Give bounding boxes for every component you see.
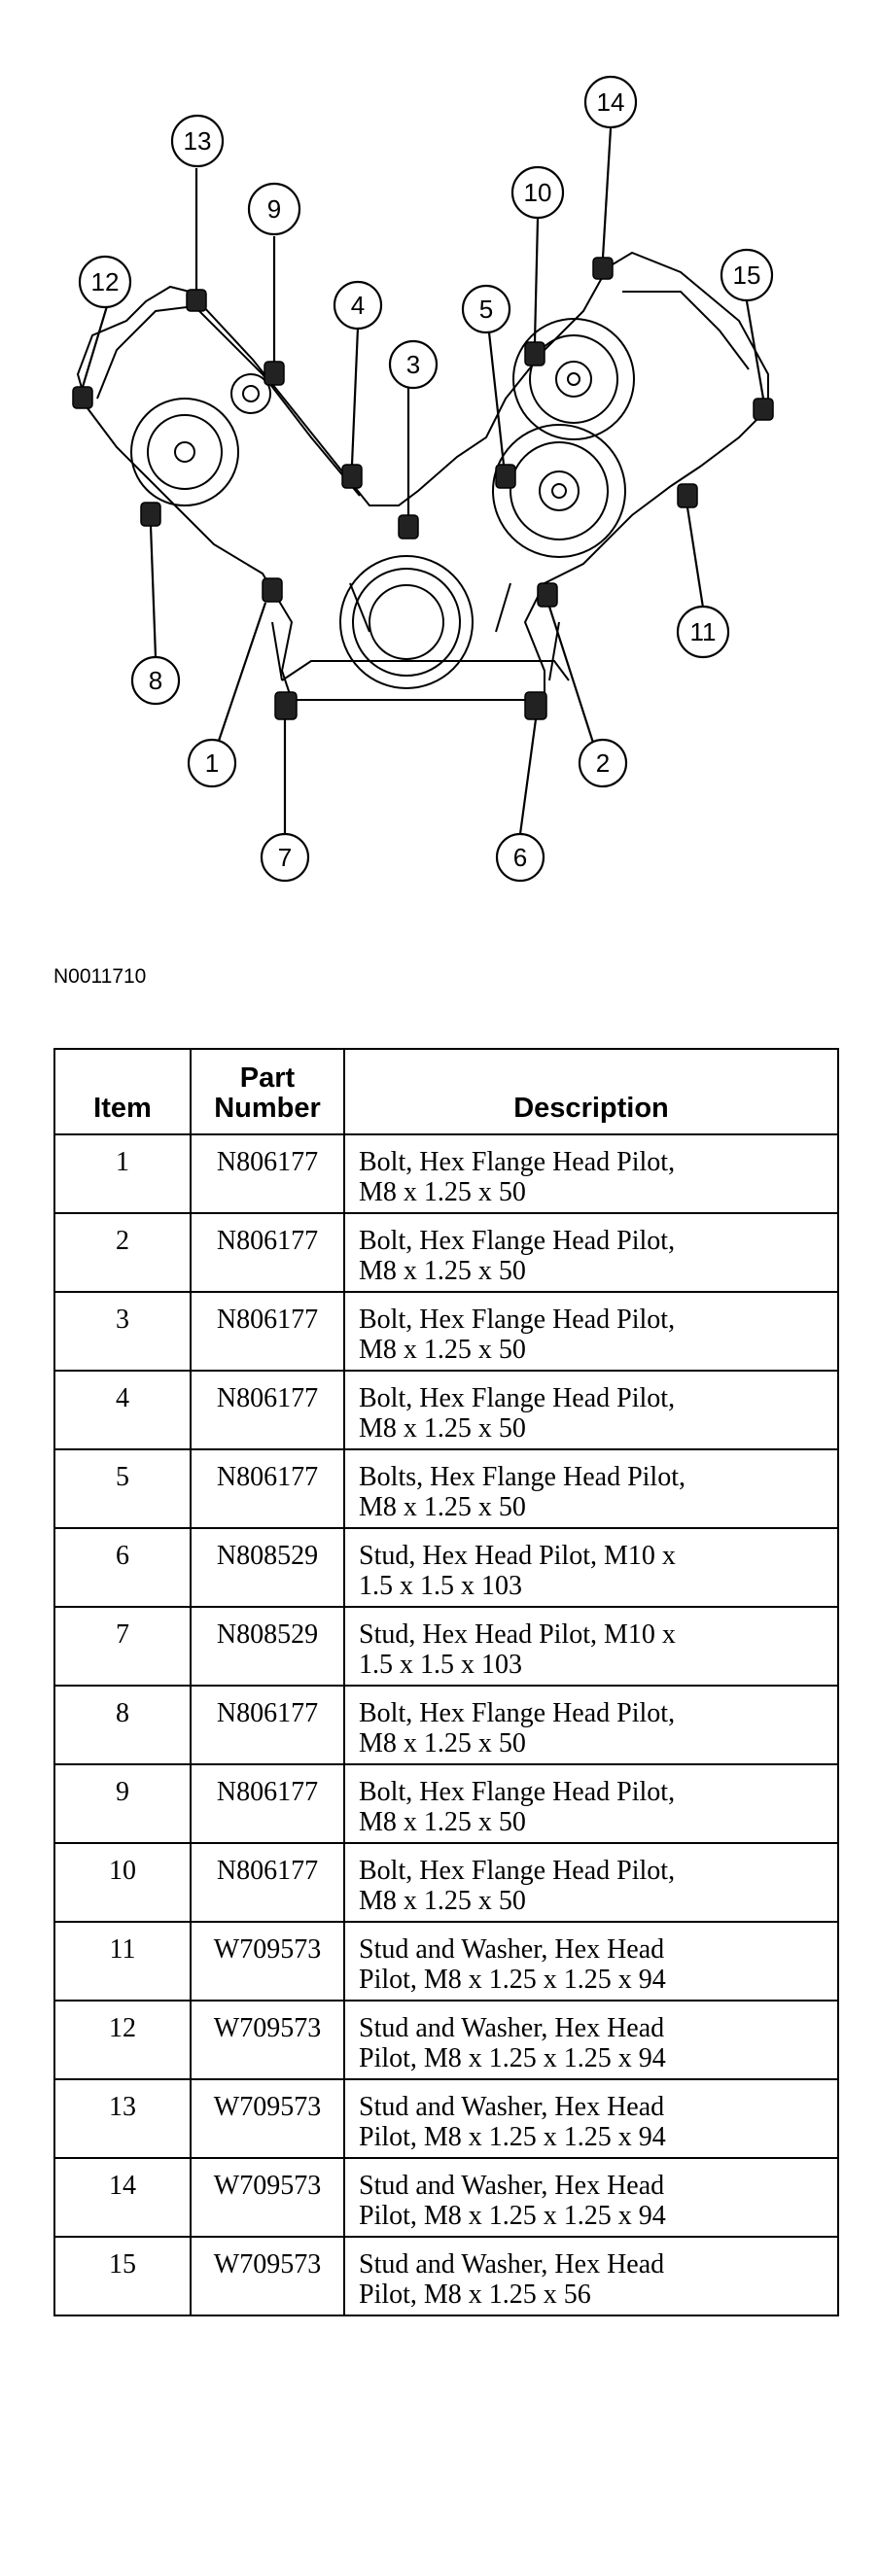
callout-12	[80, 257, 130, 307]
header-description: Description	[344, 1049, 838, 1134]
callout-13	[172, 116, 223, 166]
cell-description: Stud and Washer, Hex Head Pilot, M8 x 1.25 x 1.25 x 94	[344, 2158, 838, 2237]
cell-description: Stud and Washer, Hex Head Pilot, M8 x 1.25 x 1.25 x 94	[344, 2079, 838, 2158]
table-row	[54, 1686, 838, 1764]
lower-idler-pulley	[493, 425, 625, 557]
cell-description: Bolt, Hex Flange Head Pilot, M8 x 1.25 x 50	[344, 1764, 838, 1843]
header-item: Item	[54, 1049, 191, 1134]
svg-text:13: 13	[183, 126, 212, 156]
svg-text:2: 2	[595, 748, 611, 778]
svg-text:7: 7	[277, 843, 293, 872]
svg-text:1: 1	[204, 748, 220, 778]
cell-part-number: N806177	[191, 1449, 344, 1528]
header-part-number: Part Number	[191, 1049, 344, 1134]
table-row	[54, 1922, 838, 2001]
cell-item: 7	[54, 1607, 191, 1686]
cell-part-number: N806177	[191, 1213, 344, 1292]
cell-part-number: N808529	[191, 1607, 344, 1686]
cell-part-number: W709573	[191, 2237, 344, 2315]
cell-item: 5	[54, 1449, 191, 1528]
cell-item: 15	[54, 2237, 191, 2315]
cell-description: Stud, Hex Head Pilot, M10 x 1.5 x 1.5 x 103	[344, 1528, 838, 1607]
table-row	[54, 1292, 838, 1371]
table-row	[54, 1764, 838, 1843]
table-row	[54, 2001, 838, 2079]
table-header-row	[54, 1049, 838, 1134]
cell-part-number: W709573	[191, 1922, 344, 2001]
table-row	[54, 2079, 838, 2158]
svg-text:6: 6	[512, 843, 528, 872]
callout-6	[497, 834, 544, 881]
cell-item: 9	[54, 1764, 191, 1843]
svg-text:3: 3	[405, 350, 421, 379]
callout-4	[334, 282, 381, 329]
cell-description: Bolt, Hex Flange Head Pilot, M8 x 1.25 x 50	[344, 1843, 838, 1922]
cell-part-number: W709573	[191, 2001, 344, 2079]
leader-lines	[83, 128, 763, 834]
engine-front-cover-diagram	[0, 0, 879, 914]
cell-part-number: W709573	[191, 2079, 344, 2158]
figure-code: N0011710	[53, 965, 147, 988]
cell-item: 11	[54, 1922, 191, 2001]
cell-description: Stud and Washer, Hex Head Pilot, M8 x 1.25 x 1.25 x 94	[344, 1922, 838, 2001]
svg-text:11: 11	[689, 617, 717, 646]
table-row	[54, 1371, 838, 1449]
cell-item: 10	[54, 1843, 191, 1922]
svg-text:9: 9	[266, 194, 282, 224]
parts-table	[53, 1048, 839, 2316]
table-row	[54, 1213, 838, 1292]
table-row	[54, 2158, 838, 2237]
cell-part-number: N808529	[191, 1528, 344, 1607]
svg-text:4: 4	[350, 291, 366, 320]
table-row	[54, 2237, 838, 2315]
cell-description: Stud, Hex Head Pilot, M10 x 1.5 x 1.5 x 103	[344, 1607, 838, 1686]
callout-7	[262, 834, 308, 881]
svg-text:15: 15	[732, 261, 761, 290]
cell-description: Bolt, Hex Flange Head Pilot, M8 x 1.25 x 50	[344, 1686, 838, 1764]
cell-item: 4	[54, 1371, 191, 1449]
cell-item: 3	[54, 1292, 191, 1371]
crankshaft-seal-bore	[340, 556, 473, 688]
cell-description: Bolt, Hex Flange Head Pilot, M8 x 1.25 x 50	[344, 1292, 838, 1371]
cell-description: Stud and Washer, Hex Head Pilot, M8 x 1.25 x 56	[344, 2237, 838, 2315]
callout-14	[585, 77, 636, 127]
callout-2	[580, 740, 626, 786]
table-row	[54, 1607, 838, 1686]
table-row	[54, 1843, 838, 1922]
svg-text:12: 12	[90, 267, 120, 296]
cell-description: Bolts, Hex Flange Head Pilot, M8 x 1.25 x 50	[344, 1449, 838, 1528]
callout-3	[390, 341, 437, 388]
cell-item: 13	[54, 2079, 191, 2158]
cell-part-number: N806177	[191, 1134, 344, 1213]
cell-item: 14	[54, 2158, 191, 2237]
callout-5	[463, 286, 510, 332]
cell-description: Bolt, Hex Flange Head Pilot, M8 x 1.25 x 50	[344, 1134, 838, 1213]
cell-part-number: N806177	[191, 1292, 344, 1371]
upper-idler-pulley	[513, 319, 634, 439]
table-row	[54, 1134, 838, 1213]
cell-item: 8	[54, 1686, 191, 1764]
callout-15	[721, 250, 772, 300]
svg-text:5: 5	[478, 295, 494, 324]
svg-text:10: 10	[523, 178, 552, 207]
cell-part-number: N806177	[191, 1843, 344, 1922]
cell-part-number: N806177	[191, 1686, 344, 1764]
table-row	[54, 1528, 838, 1607]
cell-part-number: N806177	[191, 1371, 344, 1449]
callout-1	[189, 740, 235, 786]
callout-8	[132, 657, 179, 704]
parts-table-body	[54, 1134, 838, 2315]
callout-9	[249, 184, 299, 234]
water-pump-pulley	[131, 399, 238, 505]
cell-item: 1	[54, 1134, 191, 1213]
cell-item: 6	[54, 1528, 191, 1607]
cell-description: Bolt, Hex Flange Head Pilot, M8 x 1.25 x 50	[344, 1213, 838, 1292]
cell-part-number: W709573	[191, 2158, 344, 2237]
cell-description: Bolt, Hex Flange Head Pilot, M8 x 1.25 x 50	[344, 1371, 838, 1449]
cell-part-number: N806177	[191, 1764, 344, 1843]
front-cover-outline	[78, 253, 768, 700]
callout-11	[678, 607, 728, 657]
table-row	[54, 1449, 838, 1528]
svg-text:14: 14	[596, 87, 625, 117]
cell-description: Stud and Washer, Hex Head Pilot, M8 x 1.25 x 1.25 x 94	[344, 2001, 838, 2079]
cell-item: 12	[54, 2001, 191, 2079]
cell-item: 2	[54, 1213, 191, 1292]
svg-text:8: 8	[148, 666, 163, 695]
callout-10	[512, 167, 563, 218]
